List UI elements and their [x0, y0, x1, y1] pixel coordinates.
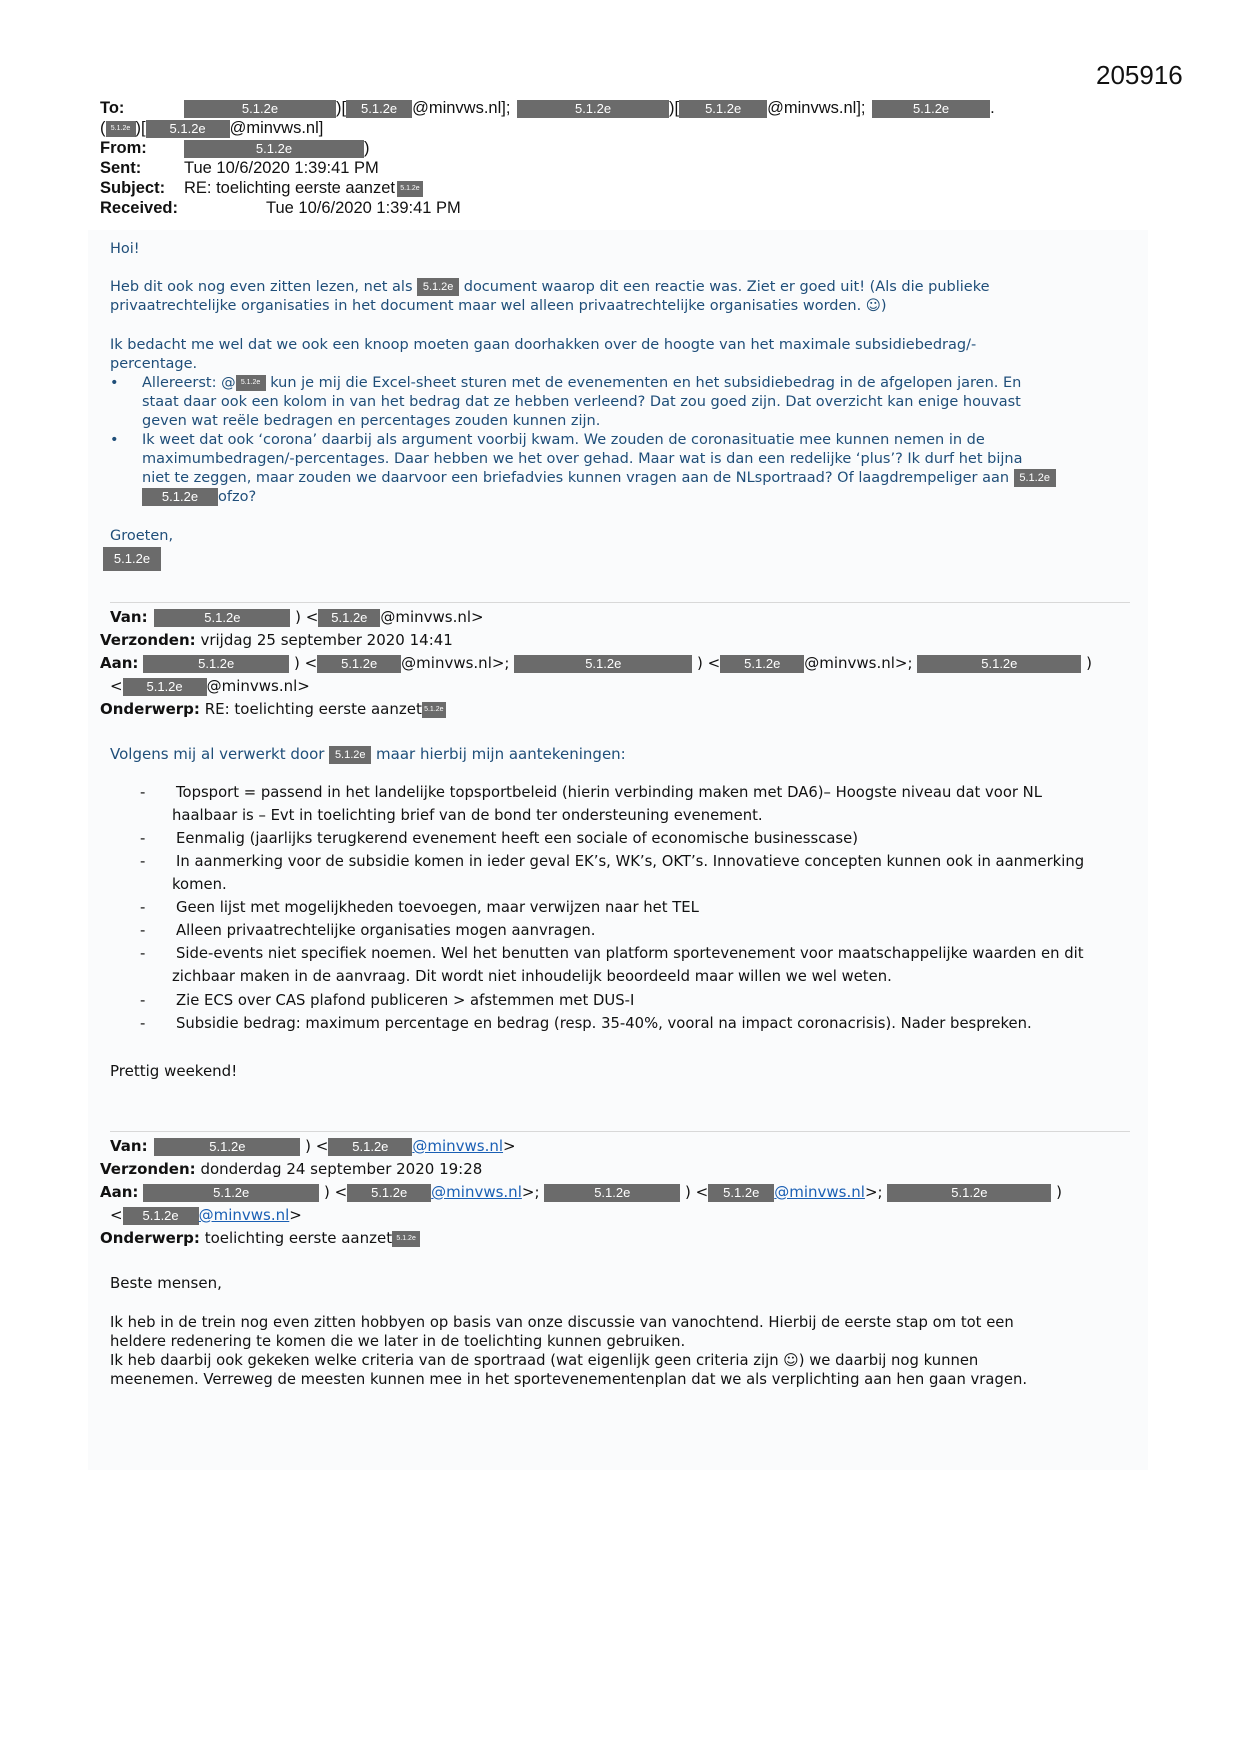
- redaction: 5.1.2e: [392, 1231, 420, 1247]
- redaction: 5.1.2e: [103, 547, 161, 571]
- fwd1-closing: Prettig weekend!: [110, 1062, 238, 1080]
- redaction: 5.1.2e: [422, 702, 446, 718]
- fwd2-aan-line-1: Aan: 5.1.2e ) < 5.1.2e @minvws.nl>; 5.1.2e ) < 5.1.2e @minvws.nl>; 5.1.2e ): [100, 1183, 1062, 1201]
- list-dash: -: [140, 899, 146, 916]
- fwd1-van-line: Van: 5.1.2e ) < 5.1.2e @minvws.nl>: [110, 608, 484, 626]
- reply-bullet-2-line-1: Ik weet dat ook ‘corona’ daarbij als argument voorbij kwam. We zouden de coronasituatie mee kunnen nemen in de: [142, 432, 985, 448]
- notes-list-item-line: Side-events niet specifiek noemen. Wel het benutten van platform sportevenement voor maatschappelijke waarden en dit: [176, 945, 1084, 962]
- redaction: 5.1.2e: [184, 140, 364, 158]
- email-link[interactable]: @minvws.nl: [412, 1137, 504, 1155]
- subject-label: Subject:: [100, 179, 166, 197]
- fwd2-van-line: Van: 5.1.2e ) < 5.1.2e @minvws.nl>: [110, 1137, 516, 1155]
- notes-list-item-line: zichbaar maken in de aanvraag. Dit wordt niet inhoudelijk beoordeeld maar willen we wel weten.: [172, 968, 892, 985]
- reply-bullet-1-line-2: staat daar ook een kolom in van het bedrag dat ze hebben verleend? Dat zou goed zijn. Dat overzicht kan enige houvast: [142, 394, 1021, 410]
- list-dash: -: [140, 945, 146, 962]
- redaction: 5.1.2e: [123, 678, 207, 696]
- redaction: 5.1.2e: [347, 1184, 431, 1202]
- redaction: 5.1.2e: [184, 100, 336, 118]
- header-sent-line: [100, 159, 379, 179]
- redaction: 5.1.2e: [143, 655, 289, 673]
- email-domain: @minvws.nl]: [229, 119, 324, 137]
- email-link[interactable]: @minvws.nl: [198, 1206, 290, 1224]
- separator: [110, 602, 1130, 603]
- redaction: 5.1.2e: [887, 1184, 1051, 1202]
- reply-bullet-2-dot: •: [110, 432, 119, 448]
- subject-value: RE: toelichting eerste aanzet: [184, 179, 395, 197]
- redaction: 5.1.2e: [146, 120, 230, 138]
- header-to-line-2: ( 5.1.2e )[ 5.1.2e @minvws.nl]: [100, 119, 324, 137]
- sent-label: Sent:: [100, 159, 142, 177]
- reply-bullet-1-dot: •: [110, 375, 119, 391]
- redaction: 5.1.2e: [346, 100, 412, 118]
- separator: [110, 1131, 1130, 1132]
- redaction: 5.1.2e: [142, 488, 218, 506]
- document-number: 205916: [1096, 60, 1183, 90]
- notes-list-item-line: Alleen privaatrechtelijke organisaties mogen aanvragen.: [176, 922, 596, 939]
- redaction: 5.1.2e: [708, 1184, 774, 1202]
- notes-list-item-line: Topsport = passend in het landelijke topsportbeleid (hierin verbinding maken met DA6)– Hoogste niveau dat voor NL: [176, 784, 1042, 801]
- fwd2-greeting: Beste mensen,: [110, 1274, 222, 1292]
- fwd1-aan-line-2: < 5.1.2e @minvws.nl>: [110, 677, 310, 695]
- notes-list-item-line: haalbaar is – Evt in toelichting brief van de bond ter ondersteuning evenement.: [172, 807, 763, 824]
- reply-paragraph-1-line-2: privaatrechtelijke organisaties in het document maar wel alleen privaatrechtelijke organisaties worden. ☺): [110, 298, 887, 314]
- fwd2-verzonden-line: Verzonden: donderdag 24 september 2020 19:28: [100, 1160, 483, 1178]
- header-subject-line: [100, 179, 423, 199]
- received-label: Received:: [100, 199, 178, 217]
- redaction: 5.1.2e: [317, 655, 401, 673]
- reply-bullet-2-line-3: niet te zeggen, maar zouden we daarvoor een briefadvies kunnen vragen aan de NLsportraad? Of laagdrempeliger aan 5.1.2e: [142, 469, 1056, 488]
- redaction: 5.1.2e: [154, 609, 290, 627]
- redaction: 5.1.2e: [917, 655, 1081, 673]
- sent-value: Tue 10/6/2020 1:39:41 PM: [184, 159, 379, 177]
- to-label: To:: [100, 99, 125, 117]
- list-dash: -: [140, 1015, 146, 1032]
- reply-paragraph-2-line-2: percentage.: [110, 356, 198, 372]
- redaction: 5.1.2e: [417, 278, 459, 296]
- reply-bullet-2-line-2: maximumbedragen/-percentages. Daar hebben we het over gehad. Maar wat is dan een redelijke ‘plus’? Ik durf het bijna: [142, 451, 1023, 467]
- redaction: 5.1.2e: [123, 1207, 199, 1225]
- redaction: 5.1.2e: [872, 100, 990, 118]
- redaction: 5.1.2e: [1014, 469, 1056, 487]
- redaction: 5.1.2e: [720, 655, 804, 673]
- list-dash: -: [140, 922, 146, 939]
- list-dash: -: [140, 992, 146, 1009]
- fwd1-verzonden-line: Verzonden: vrijdag 25 september 2020 14:41: [100, 631, 453, 649]
- redaction: 5.1.2e: [106, 121, 136, 137]
- reply-bullet-2-line-4: 5.1.2e ofzo?: [142, 488, 256, 507]
- reply-signature: [103, 547, 161, 571]
- list-dash: -: [140, 830, 146, 847]
- list-dash: -: [140, 784, 146, 801]
- from-label: From:: [100, 139, 147, 157]
- header-to-line-1: To: 5.1.2e )[ 5.1.2e @minvws.nl]; 5.1.2e )[ 5.1.2e @minvws.nl]; 5.1.2e .: [100, 99, 995, 117]
- fwd2-paragraph-1-line-1: Ik heb in de trein nog even zitten hobbyen op basis van onze discussie van vanochtend. Hierbij de eerste stap om tot een: [110, 1314, 1014, 1331]
- redaction: 5.1.2e: [397, 181, 423, 197]
- notes-list-item-line: In aanmerking voor de subsidie komen in ieder geval EK’s, WK’s, OKT’s. Innovatieve concepten kunnen ook in aanmerking: [176, 853, 1085, 870]
- notes-list-item-line: Geen lijst met mogelijkheden toevoegen, maar verwijzen naar het TEL: [176, 899, 699, 916]
- reply-bullet-1-line-3: geven wat reële bedragen en percentages zouden kunnen zijn.: [142, 413, 601, 429]
- received-value: Tue 10/6/2020 1:39:41 PM: [266, 199, 461, 217]
- redaction: 5.1.2e: [143, 1184, 319, 1202]
- redaction: 5.1.2e: [328, 1138, 412, 1156]
- redaction: 5.1.2e: [318, 609, 380, 627]
- fwd2-aan-line-2: < 5.1.2e @minvws.nl>: [110, 1206, 302, 1224]
- fwd2-onderwerp-line: Onderwerp: toelichting eerste aanzet 5.1.2e: [100, 1228, 420, 1248]
- list-dash: -: [140, 853, 146, 870]
- redaction: 5.1.2e: [329, 746, 371, 764]
- redaction: 5.1.2e: [154, 1138, 300, 1156]
- redaction: 5.1.2e: [236, 375, 266, 391]
- reply-closing: Groeten,: [110, 528, 174, 544]
- reply-bullet-1-line-1: Allereerst: @ 5.1.2e kun je mij die Excel-sheet sturen met de evenementen en het subsidiebedrag in de afgelopen jaren. En: [142, 375, 1022, 391]
- redaction: 5.1.2e: [517, 100, 669, 118]
- notes-list-item-line: Eenmalig (jaarlijks terugkerend evenement heeft een sociale of economische businesscase): [176, 830, 858, 847]
- fwd1-onderwerp-line: Onderwerp: RE: toelichting eerste aanzet 5.1.2e: [100, 699, 446, 719]
- fwd1-aan-line-1: Aan: 5.1.2e ) < 5.1.2e @minvws.nl>; 5.1.2e ) < 5.1.2e @minvws.nl>; 5.1.2e ): [100, 654, 1092, 672]
- fwd2-paragraph-2-line-2: meenemen. Verreweg de meesten kunnen mee in het sportevenementenplan dat we als verplichting aan hen gaan vragen.: [110, 1371, 1028, 1388]
- header-from-line: From: 5.1.2e ): [100, 139, 370, 157]
- redaction: 5.1.2e: [544, 1184, 680, 1202]
- email-link[interactable]: @minvws.nl: [774, 1183, 865, 1201]
- notes-list-item-line: komen.: [172, 876, 227, 893]
- reply-greeting: Hoi!: [110, 241, 140, 257]
- email-domain: @minvws.nl];: [412, 99, 511, 117]
- notes-list-item-line: Subsidie bedrag: maximum percentage en bedrag (resp. 35-40%, vooral na impact coronacrisis). Nader bespreken.: [176, 1015, 1032, 1032]
- email-link[interactable]: @minvws.nl: [431, 1183, 522, 1201]
- header-received-line: [100, 199, 461, 219]
- fwd1-intro: Volgens mij al verwerkt door 5.1.2e maar hierbij mijn aantekeningen:: [110, 745, 626, 763]
- reply-paragraph-2-line-1: Ik bedacht me wel dat we ook een knoop moeten gaan doorhakken over de hoogte van het maximale subsidiebedrag/-: [110, 337, 977, 353]
- reply-paragraph-1-line-1: Heb dit ook nog even zitten lezen, net als 5.1.2e document waarop dit een reactie was. Ziet er goed uit! (Als die publieke: [110, 279, 990, 295]
- fwd2-paragraph-1-line-2: heldere redenering te komen die we later in de toelichting kunnen gebruiken.: [110, 1333, 686, 1350]
- redaction: 5.1.2e: [679, 100, 767, 118]
- notes-list-item-line: Zie ECS over CAS plafond publiceren > afstemmen met DUS-I: [176, 992, 635, 1009]
- email-domain: @minvws.nl];: [767, 99, 866, 117]
- redaction: 5.1.2e: [514, 655, 692, 673]
- fwd2-paragraph-2-line-1: Ik heb daarbij ook gekeken welke criteria van de sportraad (wat eigenlijk geen criteria zijn ☺) we daarbij nog kunnen: [110, 1352, 979, 1369]
